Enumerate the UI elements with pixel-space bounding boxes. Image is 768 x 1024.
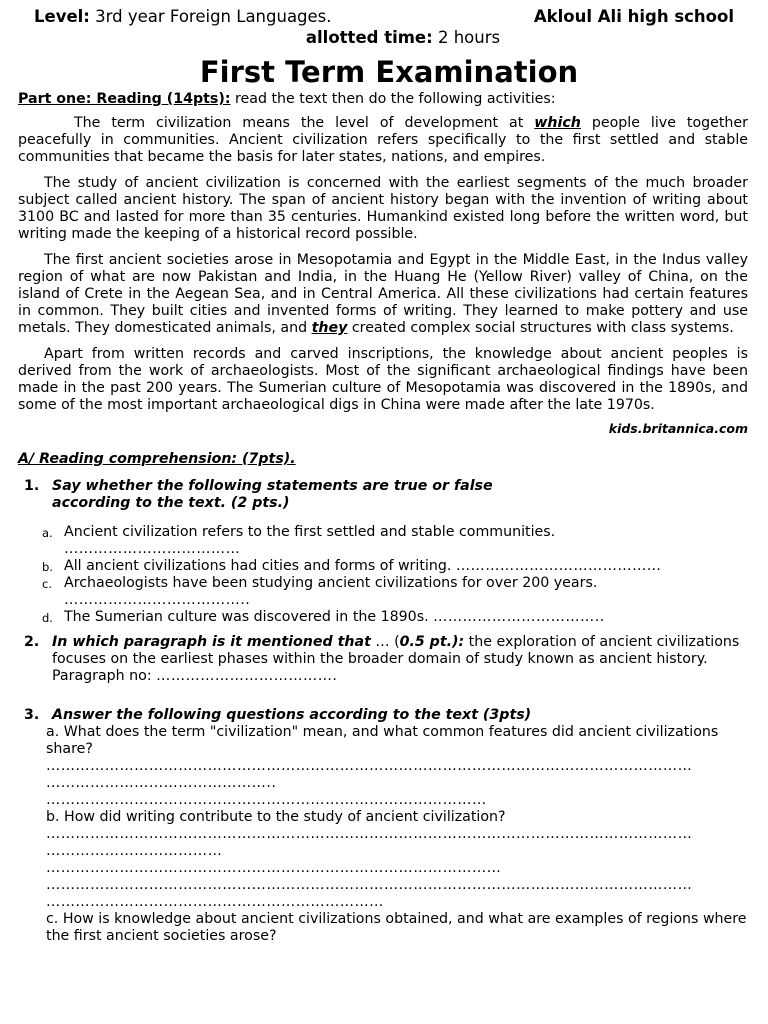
question-2-title: In which paragraph is it mentioned that — [52, 634, 371, 650]
list-item — [42, 558, 748, 575]
points: 0.5 pt.): — [399, 634, 465, 650]
answer-line[interactable]: ……………………………………….. — [46, 775, 277, 791]
part-one-heading — [18, 91, 748, 108]
answer-blank[interactable]: ……………………………….. — [64, 592, 251, 608]
item-letter: a. — [42, 526, 53, 540]
question-number: 2. — [24, 634, 40, 650]
item-letter: d. — [42, 611, 53, 625]
question-3 — [18, 707, 748, 724]
item-letter: c. — [42, 577, 52, 591]
item-text: The Sumerian culture was discovered in the 1890s. — [64, 609, 429, 625]
time-value: 2 hours — [437, 28, 501, 47]
answer-blank[interactable]: …………………………………… — [455, 558, 662, 574]
question-3-title: Answer the following questions according to the text (3pts) — [52, 707, 532, 723]
question-2-body — [52, 634, 748, 685]
question-2 — [18, 634, 748, 685]
time-line — [58, 29, 748, 51]
paragraph-4: Apart from written records and carved inscriptions, the knowledge about ancient peoples is derived from the work of archaeologists. Most of the significant archaeological findings have been made in the past 200 years. The Sumerian culture of Mesopotamia was discovered in the 1890s, and some of the most important archaeological digs in China were made after the late 1970s. — [18, 346, 748, 413]
paragraph-2: The study of ancient civilization is concerned with the earliest segments of the much broader subject called ancient history. The span of ancient history began with the invention of writing about 3100 BC and lasted for more than 35 centuries. Humankind existed long before the written word, but writing made the keeping of a historical record possible. — [18, 175, 748, 242]
question-3a: a. What does the term "civilization" mean, and what common features did ancient civilizations share? — [46, 724, 719, 757]
paragraph-1 — [18, 115, 748, 166]
question-3c: c. How is knowledge about ancient civilizations obtained, and what are examples of regions where the first ancient societies arose? — [46, 911, 747, 944]
part-one-instruction: read the text then do the following activities: — [235, 91, 556, 107]
source-credit: kids.britannica.com — [608, 421, 748, 436]
answer-blank[interactable]: …………………………….. — [433, 609, 605, 625]
time-label: allotted time: — [305, 28, 433, 47]
answer-line[interactable]: …………………………………………………………………………………………………………………… — [46, 826, 693, 842]
answer-line[interactable]: …………………………………………………………………………………………………………………… — [46, 877, 693, 893]
question-number: 3. — [24, 707, 40, 723]
answer-lines-a — [18, 758, 748, 809]
ellipsis: … ( — [370, 634, 400, 650]
p1-text-after: people live together peacefully in communities. Ancient civilization refers specifically to the first settled and stable communities that became the basis for later states, nations, and empires. — [18, 115, 748, 165]
answer-line[interactable]: ……………………………………………………………………………… — [46, 792, 487, 808]
true-false-list — [42, 524, 748, 626]
page-title: First Term Examination — [199, 55, 579, 89]
list-item — [42, 575, 748, 609]
paragraph-3 — [18, 252, 748, 337]
list-item — [42, 609, 748, 626]
answer-line[interactable]: ………………………………………………………………………………… — [46, 860, 502, 876]
question-3b: b. How did writing contribute to the study of ancient civilization? — [46, 809, 506, 825]
item-text: Archaeologists have been studying ancient civilizations for over 200 years. — [64, 575, 598, 591]
question-1 — [18, 478, 748, 626]
answer-lines-b — [18, 826, 748, 911]
item-text: All ancient civilizations had cities and forms of writing. — [64, 558, 452, 574]
list-item — [42, 524, 748, 558]
section-a-heading: A/ Reading comprehension: (7pts). — [18, 451, 296, 467]
p3-text-before: The first ancient societies arose in Mesopotamia and Egypt in the Middle East, in the Indus valley region of what are now Pakistan and India, in the Huang He (Yellow River) valley of China, on the island of Crete in the Aegean Sea, and in Central America. All these civilizations had certain features in common. They built cities and invented forms of writing. They learned to make pottery and use metals. They domesticated animals, and — [18, 252, 748, 336]
p1-text-before: The term civilization means the level of development at — [74, 115, 535, 131]
question-2-text: the exploration of ancient civilizations focuses on the earliest phases within the broader domain of study known as ancient history. Paragraph no: — [52, 634, 740, 684]
question-1-title: Say whether the following statements are true or false according to the text. (2 pts.) — [52, 478, 493, 511]
part-one-label: Part one: Reading (14pts): — [18, 91, 231, 107]
answer-blank[interactable]: ……………………………… — [64, 541, 241, 557]
item-letter: b. — [42, 560, 53, 574]
answer-line[interactable]: ……………………………… — [46, 843, 223, 859]
school-name: Akloul Ali high school — [533, 7, 734, 26]
level-label: Level: — [34, 7, 90, 26]
answer-line[interactable]: …………………………………………………………………………………………………………………… — [46, 758, 693, 774]
question-number: 1. — [24, 478, 40, 494]
exam-page — [18, 8, 748, 945]
item-text: Ancient civilization refers to the first settled and stable communities. — [64, 524, 556, 540]
keyword-which: which — [534, 115, 581, 131]
level-value: 3rd year Foreign Languages. — [95, 7, 332, 26]
header-row — [18, 8, 748, 29]
level-line — [34, 8, 332, 25]
answer-line[interactable]: …………………………………………………………… — [46, 894, 384, 910]
answer-blank[interactable]: ………………………………. — [156, 668, 338, 684]
keyword-they: they — [311, 320, 348, 336]
p3-text-after: created complex social structures with class systems. — [347, 320, 734, 336]
question-3-parts — [18, 724, 748, 758]
